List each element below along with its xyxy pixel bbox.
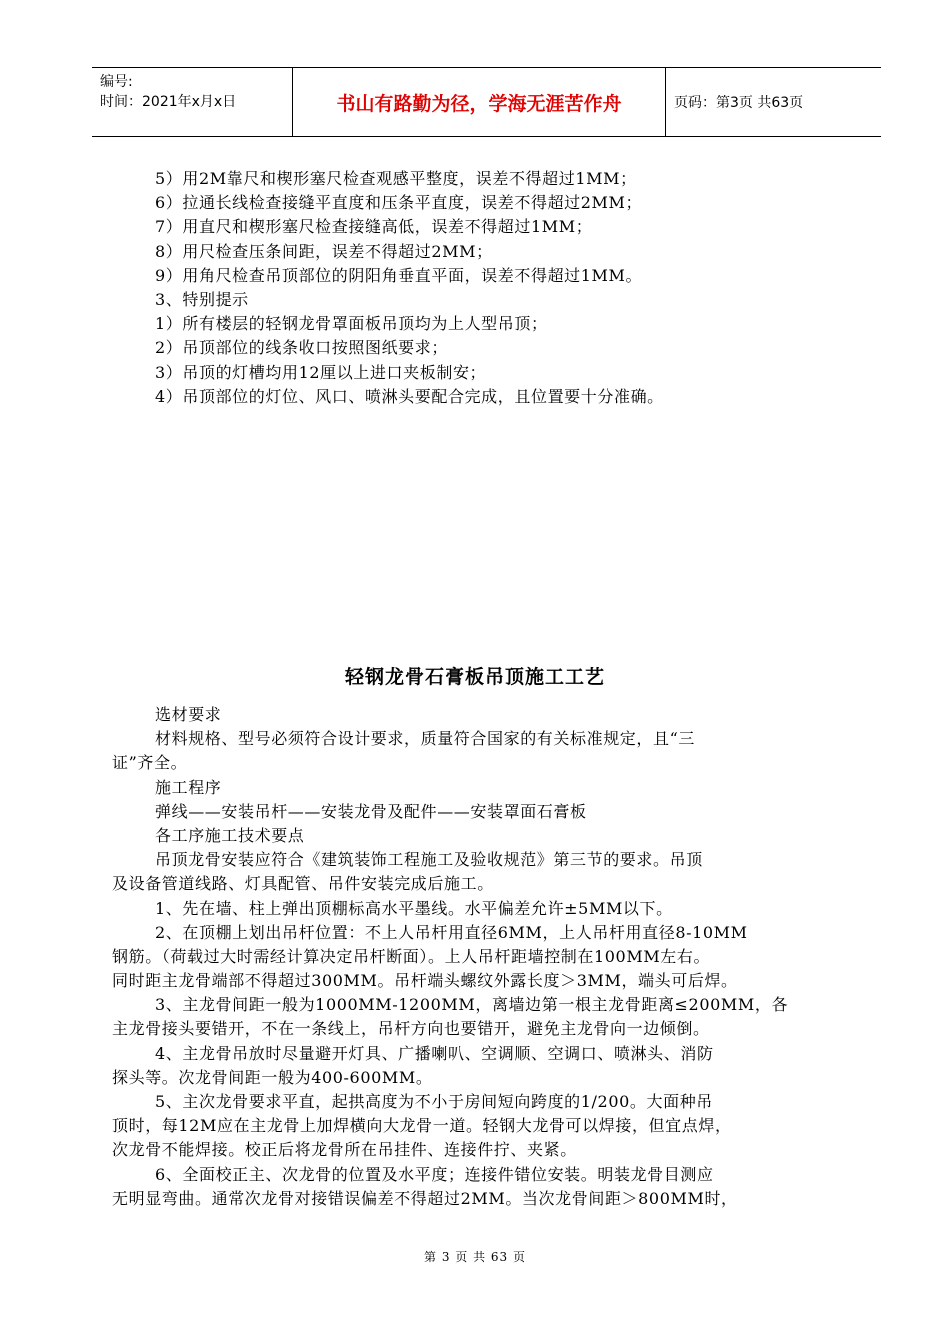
checklist-line: 3）吊顶的灯槽均用12厘以上进口夹板制安； — [155, 362, 487, 382]
paragraph-line: 各工序施工技术要点 — [155, 825, 305, 845]
checklist-line: 5）用2M靠尺和楔形塞尺检查观感平整度，误差不得超过1MM； — [155, 169, 637, 188]
checklist-line: 9）用角尺检查吊顶部位的阴阳角垂直平面，误差不得超过1MM。 — [155, 265, 643, 285]
paragraph-line: 吊顶龙骨安装应符合《建筑装饰工程施工及验收规范》第三节的要求。吊顶 — [155, 850, 703, 870]
paragraph-line: 无明显弯曲。通常次龙骨对接错误偏差不得超过2MM。当次龙骨间距＞800MM时， — [112, 1188, 738, 1208]
checklist-line: 2）吊顶部位的线条收口按照图纸要求； — [155, 338, 448, 358]
document-time: 时间：2021年x月x日 — [100, 94, 237, 110]
paragraph-line: 顶时，每12M应在主龙骨上加焊横向大龙骨一道。轻钢大龙骨可以焊接，但宜点焊， — [112, 1116, 732, 1136]
section-title: 轻钢龙骨石膏板吊顶施工工艺 — [344, 666, 605, 688]
checklist-line: 1）所有楼层的轻钢龙骨罩面板吊顶均为上人型吊顶； — [155, 314, 548, 334]
page-header — [92, 67, 881, 137]
checklist-line: 7）用直尺和楔形塞尺检查接缝高低，误差不得超过1MM； — [155, 217, 593, 237]
header-divider — [665, 68, 666, 136]
paragraph-line: 弹线——安装吊杆——安装龙骨及配件——安装罩面石膏板 — [155, 801, 587, 821]
header-meta — [100, 72, 290, 112]
paragraph-line: 选材要求 — [155, 705, 222, 724]
paragraph-line: 3、主龙骨间距一般为1000MM-1200MM，离墙边第一根主龙骨距离≤200MM，各 — [155, 995, 789, 1015]
paragraph-line: 钢筋。（荷载过大时需经计算决定吊杆断面）。上人吊杆距墙控制在100MM左右。 — [112, 946, 711, 966]
paragraph-line: 1、先在墙、柱上弹出顶棚标高水平墨线。水平偏差允许±5MM以下。 — [155, 898, 673, 918]
paragraph-line: 探头等。次龙骨间距一般为400-600MM。 — [112, 1067, 433, 1087]
paragraph-line: 主龙骨接头要错开，不在一条线上，吊杆方向也要错开，避免主龙骨向一边倾倒。 — [112, 1019, 710, 1039]
paragraph-line: 证”齐全。 — [112, 753, 188, 773]
paragraph-line: 次龙骨不能焊接。校正后将龙骨所在吊挂件、连接件拧、夹紧。 — [112, 1140, 577, 1160]
checklist-line: 8）用尺检查压条间距，误差不得超过2MM； — [155, 241, 493, 261]
paragraph-line: 5、主次龙骨要求平直，起拱高度为不小于房间短向跨度的1/200。大面种吊 — [155, 1092, 713, 1111]
paragraph-line: 及设备管道线路、灯具配管、吊件安装完成后施工。 — [112, 874, 494, 894]
paragraph-line: 2、在顶棚上划出吊杆位置：不上人吊杆用直径6MM，上人吊杆用直径8-10MM — [155, 922, 748, 942]
paragraph-line: 6、全面校正主、次龙骨的位置及水平度；连接件错位安装。明装龙骨目测应 — [155, 1164, 714, 1184]
checklist-line: 3、特别提示 — [155, 289, 249, 309]
paragraph-line: 4、主龙骨吊放时尽量避开灯具、广播喇叭、空调顺、空调口、喷淋头、消防 — [155, 1043, 714, 1063]
document-number-label: 编号: — [100, 74, 133, 90]
checklist-line: 4）吊顶部位的灯位、风口、喷淋头要配合完成，且位置要十分准确。 — [155, 386, 664, 406]
paragraph-line: 施工程序 — [155, 777, 222, 797]
paragraph-line: 材料规格、型号必须符合设计要求，质量符合国家的有关标准规定，且“三 — [155, 729, 695, 749]
page-footer: 第 3 页 共 63 页 — [424, 1250, 526, 1264]
paragraph-line: 同时距主龙骨端部不得超过300MM。吊杆端头螺纹外露长度＞3MM，端头可后焊。 — [112, 971, 738, 991]
body-text — [112, 703, 848, 1211]
header-page-info: 页码：第3页 共63页 — [674, 95, 804, 111]
header-motto: 书山有路勤为径，学海无涯苦作舟 — [336, 92, 622, 115]
checklist-line: 6）拉通长线检查接缝平直度和压条平直度，误差不得超过2MM； — [155, 193, 643, 213]
checklist-section — [112, 167, 848, 409]
